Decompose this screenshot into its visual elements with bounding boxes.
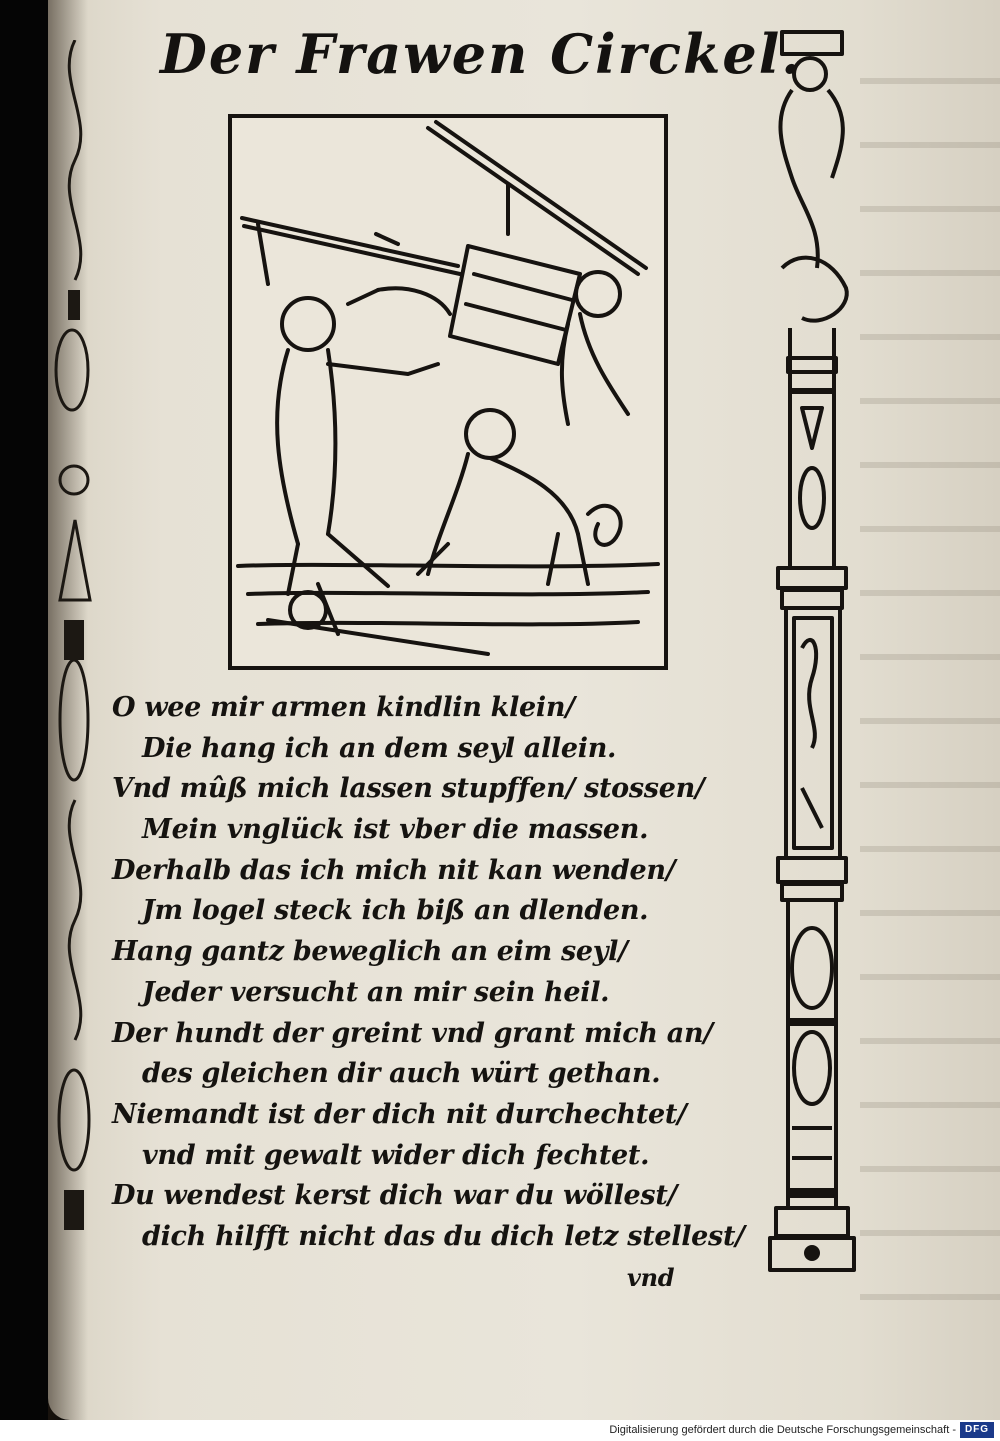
left-ornamental-border [50, 40, 100, 1240]
verse-line: vnd mit gewalt wider dich fechtet. [142, 1139, 650, 1171]
verse-line: Vnd mûß mich lassen stupffen/ stossen/ [112, 773, 705, 805]
verse-line: Jm logel steck ich biß an dlenden. [142, 895, 649, 927]
verse-line: des gleichen dir auch würt gethan. [142, 1058, 661, 1090]
page-heading: Der Frawen Circkel. [160, 22, 803, 86]
verse-line: Die hang ich an dem seyl allein. [142, 732, 617, 764]
dfg-logo[interactable]: DFG [960, 1422, 994, 1438]
verse-line: Der hundt der greint vnd grant mich an/ [112, 1017, 713, 1049]
verse-line: Niemandt ist der dich nit durchechtet/ [112, 1098, 687, 1130]
verse-line: Derhalb das ich mich nit kan wenden/ [112, 854, 676, 886]
verse-line: Du wendest kerst dich war du wöllest/ [112, 1180, 678, 1212]
verse-text [112, 688, 745, 1298]
show-through-text [860, 40, 1000, 1340]
verse-line: Jeder versucht an mir sein heil. [142, 976, 610, 1008]
woodcut-illustration [228, 114, 668, 670]
verse-line: O wee mir armen kindlin klein/ [112, 692, 575, 723]
right-ornamental-column [762, 28, 862, 1278]
verse-line: Hang gantz beweglich an eim seyl/ [112, 936, 628, 968]
catchword: vnd [627, 1262, 675, 1292]
footer-bar [0, 1420, 1000, 1441]
verse-line: dich hilfft nicht das du dich letz stellest/ [142, 1220, 745, 1252]
footer-credit: Digitalisierung gefördert durch die Deutsche Forschungsgemeinschaft - [609, 1424, 956, 1436]
verse-line: Mein vnglück ist vber die massen. [142, 814, 649, 846]
